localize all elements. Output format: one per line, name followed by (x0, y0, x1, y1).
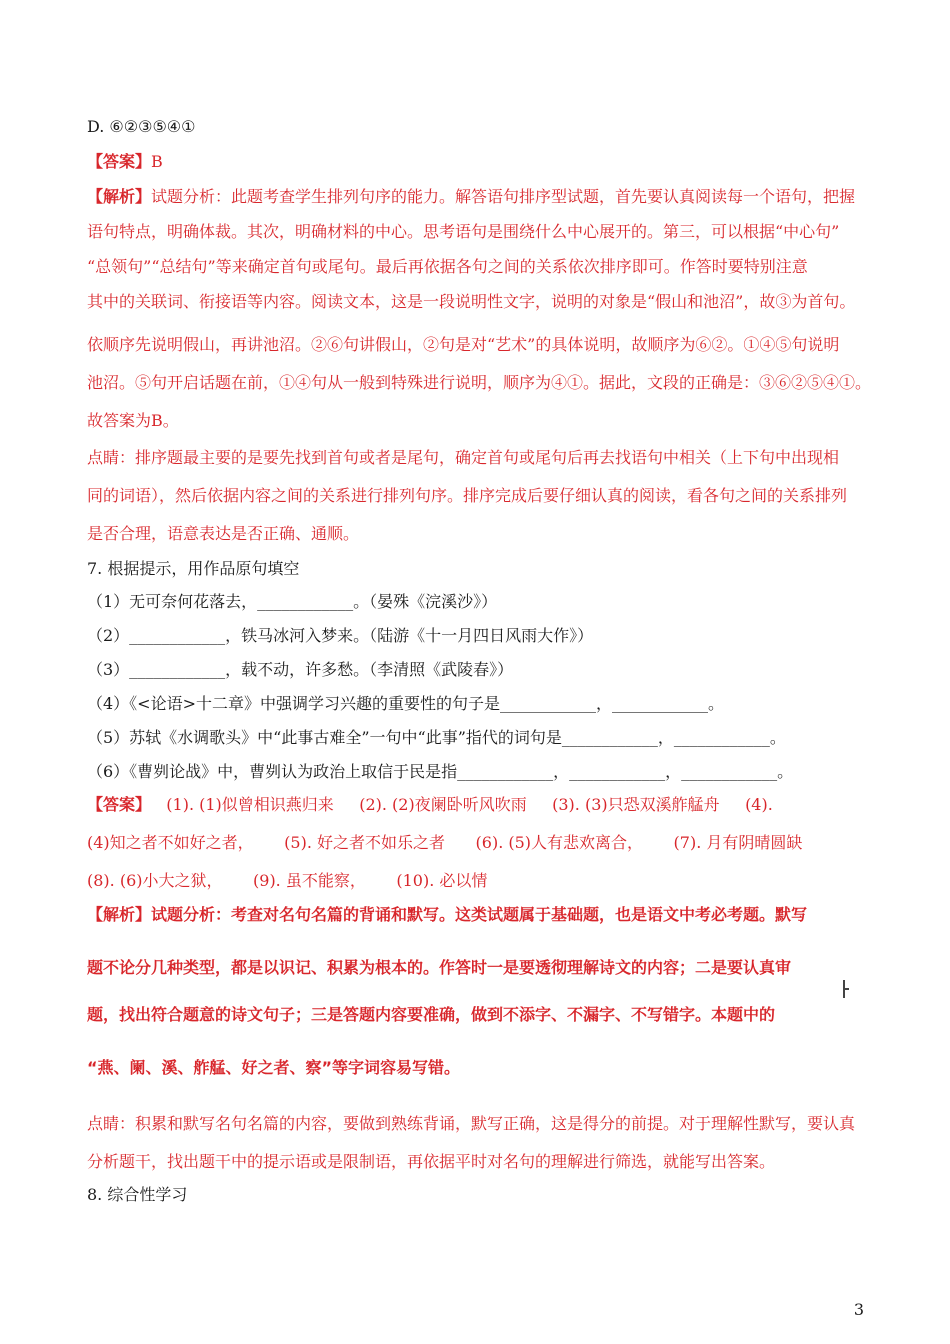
q7-item-1: （1）无可奈何花落去，____________。（晏殊《浣溪沙》） (87, 592, 498, 611)
q7-analysis-line-3: 题，找出符合题意的诗文句子；三是答题内容要准确，做到不添字、不漏字、不写错字。本题中的 (87, 1005, 776, 1024)
q7-item-6: （6）《曹刿论战》中，曹刿认为政治上取信于民是指____________，____________，____________。 (87, 762, 794, 781)
answer-tag: 【答案】 (87, 152, 152, 171)
q6-answer (87, 152, 163, 172)
q7-item-3: （3）____________，载不动，许多愁。（李清照《武陵春》） (87, 660, 514, 679)
q7-answer-line-1 (87, 795, 773, 815)
q6-analysis-line-1 (87, 187, 855, 207)
q7-title: 7. 根据提示，用作品原句填空 (87, 559, 300, 578)
q7-analysis-line-2: 题不论分几种类型，都是以识记、积累为根本的。作答时一是要透彻理解诗文的内容；二是要认真审 (87, 958, 792, 977)
q6-analysis-line-2: 语句特点，明确体裁。其次，明确材料的中心。思考语句是围绕什么中心展开的。第三，可以根据“中心句” (87, 222, 840, 241)
q6-tip-line-1: 点睛：排序题最主要的是要先找到首句或者是尾句，确定首句或尾句后再去找语句中相关（上下句中出现相 (87, 448, 840, 467)
q7-answer-line-3: (8). (6)小大之狱， (9). 虽不能察， (10). 必以情 (87, 871, 488, 890)
q8-title: 8. 综合性学习 (87, 1185, 188, 1204)
q7-answer-line-2: (4)知之者不如好之者， (5). 好之者不如乐之者 (6). (5)人有悲欢离合， (7). 月有阴晴圆缺 (87, 833, 803, 852)
text-cursor-mark (843, 980, 845, 998)
option-d: D. ⑥②③⑤④① (87, 117, 196, 136)
q7-item-4: （4）《<论语>十二章》中强调学习兴趣的重要性的句子是____________，____________。 (87, 694, 724, 713)
q6-analysis-line-7: 故答案为B。 (87, 411, 179, 430)
answer-tag: 【答案】 (87, 795, 152, 814)
q7-analysis-line-4: “燕、阑、溪、舴艋、好之者、察”等字词容易写错。 (87, 1058, 461, 1077)
q7-item-2: （2）____________，铁马冰河入梦来。（陆游《十一月四日风雨大作》） (87, 626, 594, 645)
q6-tip-line-3: 是否合理，语意表达是否正确、通顺。 (87, 524, 360, 543)
q7-tip-line-2: 分析题干，找出题干中的提示语或是限制语，再依据平时对名句的理解进行筛选，就能写出答案。 (87, 1152, 776, 1171)
q6-tip-line-2: 同的词语），然后依据内容之间的关系进行排列句序。排序完成后要仔细认真的阅读，看各句之间的关系排列 (87, 486, 848, 505)
analysis-text: 试题分析：此题考查学生排列句序的能力。解答语句排序型试题，首先要认真阅读每一个语句，把握 (151, 187, 856, 206)
answer-value: B (151, 152, 163, 171)
q6-analysis-line-5: 依顺序先说明假山，再讲池沼。②⑥句讲假山，②句是对“艺术”的具体说明，故顺序为⑥②。①④⑤句说明 (87, 335, 840, 354)
q7-tip-line-1: 点睛：积累和默写名句名篇的内容，要做到熟练背诵，默写正确，这是得分的前提。对于理解性默写，要认真 (87, 1114, 856, 1133)
page-number: 3 (853, 1300, 864, 1319)
q6-analysis-line-4: 其中的关联词、衔接语等内容。阅读文本，这是一段说明性文字，说明的对象是“假山和池沼”，故③为首句。 (87, 292, 856, 311)
analysis-tag: 【解析】 (87, 187, 152, 206)
q6-analysis-line-3: “总领句”“总结句”等来确定首句或尾句。最后再依据各句之间的关系依次排序即可。作答时要特别注意 (87, 257, 808, 276)
q7-analysis-line-1: 【解析】试题分析：考查对名句名篇的背诵和默写。这类试题属于基础题，也是语文中考必考题。默写 (87, 905, 808, 924)
q6-analysis-line-6: 池沼。⑤句开启话题在前，①④句从一般到特殊进行说明，顺序为④①。据此，文段的正确是：③⑥②⑤④①。 (87, 373, 872, 392)
q7-item-5: （5）苏轼《水调歌头》中“此事古难全”一句中“此事”指代的词句是____________，____________。 (87, 728, 786, 747)
answer-text: (1). (1)似曾相识燕归来 (2). (2)夜阑卧听风吹雨 (3). (3)只恐双溪舴艋舟 (4). (151, 795, 773, 814)
